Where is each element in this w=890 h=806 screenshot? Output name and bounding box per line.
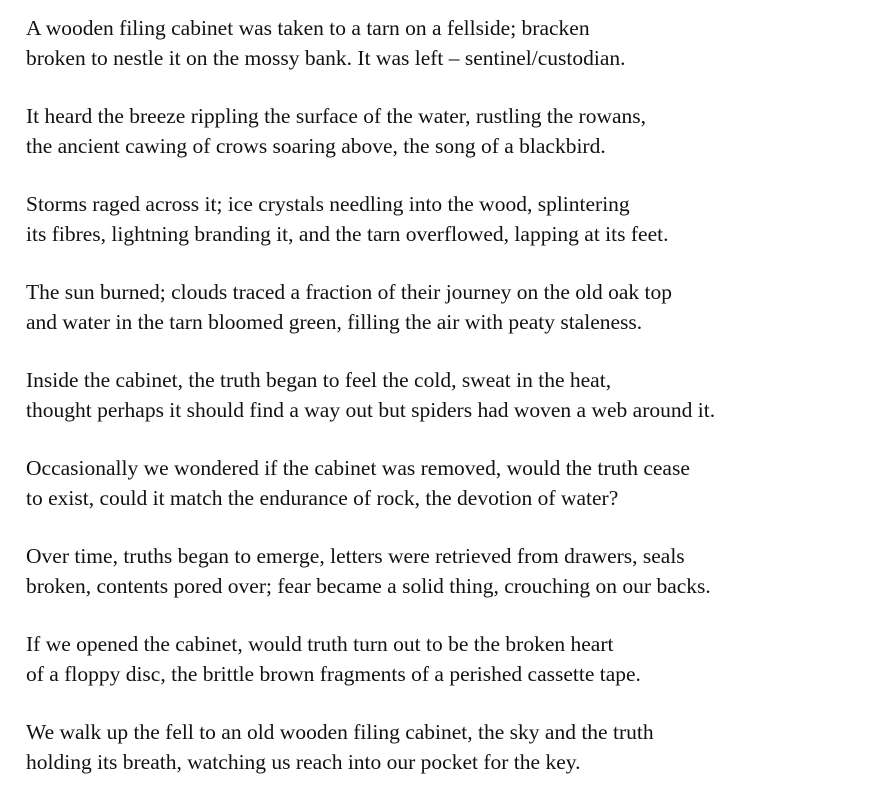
stanza-8 (26, 630, 886, 689)
stanza-5 (26, 366, 886, 425)
poem-line: and water in the tarn bloomed green, filling the air with peaty staleness. (26, 309, 643, 334)
stanza-7 (26, 542, 886, 601)
poem-line: the ancient cawing of crows soaring above, the song of a blackbird. (26, 133, 606, 158)
poem-line: its fibres, lightning branding it, and the tarn overflowed, lapping at its feet. (26, 221, 669, 246)
poem-line: We walk up the fell to an old wooden filing cabinet, the sky and the truth (26, 720, 654, 744)
poem-line: of a floppy disc, the brittle brown fragments of a perished cassette tape. (26, 661, 641, 686)
poem-text (26, 14, 886, 806)
poem-line: Storms raged across it; ice crystals needling into the wood, splintering (26, 192, 630, 216)
poem-line: Occasionally we wondered if the cabinet was removed, would the truth cease (26, 456, 690, 480)
stanza-2 (26, 102, 886, 161)
poem-line: Inside the cabinet, the truth began to feel the cold, sweat in the heat, (26, 368, 612, 392)
stanza-1 (26, 14, 886, 73)
poem-line: holding its breath, watching us reach into our pocket for the key. (26, 749, 581, 774)
stanza-4 (26, 278, 886, 337)
poem-line: broken, contents pored over; fear became a solid thing, crouching on our backs. (26, 573, 711, 598)
poem-line: to exist, could it match the endurance of rock, the devotion of water? (26, 485, 619, 510)
stanza-9 (26, 718, 886, 777)
poem-line: thought perhaps it should find a way out but spiders had woven a web around it. (26, 397, 716, 422)
stanza-6 (26, 454, 886, 513)
poem-line: Over time, truths began to emerge, letters were retrieved from drawers, seals (26, 544, 685, 568)
poem-line: broken to nestle it on the mossy bank. It was left – sentinel/custodian. (26, 45, 626, 70)
poem-line: If we opened the cabinet, would truth turn out to be the broken heart (26, 632, 614, 656)
poem-line: The sun burned; clouds traced a fraction of their journey on the old oak top (26, 280, 672, 304)
poem-line: It heard the breeze rippling the surface of the water, rustling the rowans, (26, 104, 647, 128)
stanza-3 (26, 190, 886, 249)
poem-line: A wooden filing cabinet was taken to a tarn on a fellside; bracken (26, 16, 590, 40)
